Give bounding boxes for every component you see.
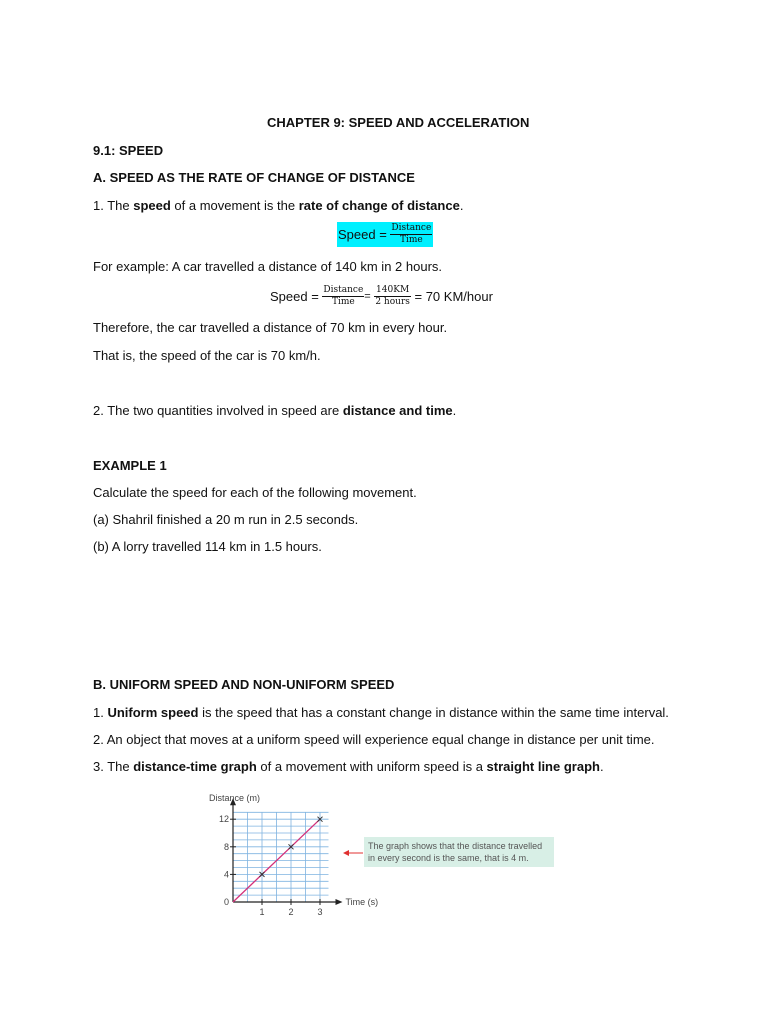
b-point-1-rest: is the speed that has a constant change in distance within the same time interval. (198, 705, 669, 720)
distance-time-graph (200, 788, 570, 923)
annotation-line: in every second is the same, that is 4 m. (368, 853, 529, 863)
origin-label: 0 (223, 897, 229, 907)
speed-calculation (270, 285, 493, 308)
therefore-text: Therefore, the car travelled a distance of 70 km in every hour. (93, 320, 448, 335)
point-1-number: 1. The (93, 198, 134, 213)
b-point-2: 2. An object that moves at a uniform speed will experience equal change in distance per unit time. (93, 732, 655, 747)
point-1-bold-rate: rate of change of distance (298, 198, 460, 213)
example-1-part-b: (b) A lorry travelled 114 km in 1.5 hours. (93, 539, 322, 554)
x-tick-label: 2 (288, 907, 294, 917)
b-point-3-bold-graph: distance-time graph (133, 759, 257, 774)
calc-numerator-1: Distance (323, 285, 364, 295)
b-point-1-number: 1. (93, 705, 108, 720)
point-1-bold-speed: speed (133, 198, 171, 213)
chapter-title: CHAPTER 9: SPEED AND ACCELERATION (267, 115, 530, 130)
x-tick-label: 3 (317, 907, 323, 917)
calc-fraction-2 (374, 285, 411, 308)
calc-fraction-1 (322, 285, 364, 308)
annotation-arrow-head (343, 850, 349, 856)
y-axis-label: Distance (m) (209, 793, 261, 803)
point-2 (93, 403, 456, 418)
example-1-title: EXAMPLE 1 (93, 458, 167, 473)
x-axis-arrow (336, 899, 343, 905)
point-2-bold: distance and time (342, 403, 453, 418)
formula-fraction (390, 223, 432, 246)
speed-formula-highlight (337, 222, 433, 247)
y-tick-label: 4 (223, 869, 229, 880)
point-1 (93, 198, 463, 213)
calc-numerator-2: 140KM (376, 285, 410, 295)
point-2-end: . (452, 403, 457, 418)
example-1-prompt: Calculate the speed for each of the following movement. (93, 485, 417, 500)
point-1-mid: of a movement is the (170, 198, 299, 213)
subsection-b-heading: B. UNIFORM SPEED AND NON-UNIFORM SPEED (93, 677, 395, 692)
calc-denominator-1: Time (331, 297, 355, 307)
formula-denominator: Time (399, 235, 423, 245)
formula-lhs: Speed = (338, 227, 387, 242)
b-point-3 (93, 759, 604, 774)
b-point-3-pre: 3. The (93, 759, 134, 774)
formula-numerator: Distance (391, 223, 432, 233)
b-point-3-bold-line: straight line graph (486, 759, 600, 774)
example-1-part-a: (a) Shahril finished a 20 m run in 2.5 seconds. (93, 512, 359, 527)
b-point-1-bold: Uniform speed (107, 705, 199, 720)
x-tick-label: 1 (259, 907, 265, 917)
x-axis-label: Time (s) (345, 897, 379, 907)
y-tick-label: 12 (218, 814, 229, 825)
annotation-line: The graph shows that the distance travelled (368, 841, 543, 851)
b-point-3-mid: of a movement with uniform speed is a (256, 759, 487, 774)
subsection-a-heading: A. SPEED AS THE RATE OF CHANGE OF DISTANCE (93, 170, 415, 185)
calc-result: = 70 KM/hour (414, 289, 493, 304)
calc-equals: = (364, 290, 371, 303)
point-1-end: . (459, 198, 464, 213)
that-is-text: That is, the speed of the car is 70 km/h. (93, 348, 321, 363)
example-intro: For example: A car travelled a distance of 140 km in 2 hours. (93, 259, 443, 274)
section-heading: 9.1: SPEED (93, 143, 164, 158)
y-tick-label: 8 (223, 841, 229, 852)
speed-formula (337, 222, 433, 247)
calc-denominator-2: 2 hours (375, 297, 410, 307)
calc-lhs: Speed = (270, 289, 319, 304)
b-point-3-end: . (599, 759, 604, 774)
b-point-1 (93, 705, 669, 720)
point-2-text: 2. The two quantities involved in speed are (93, 403, 343, 418)
